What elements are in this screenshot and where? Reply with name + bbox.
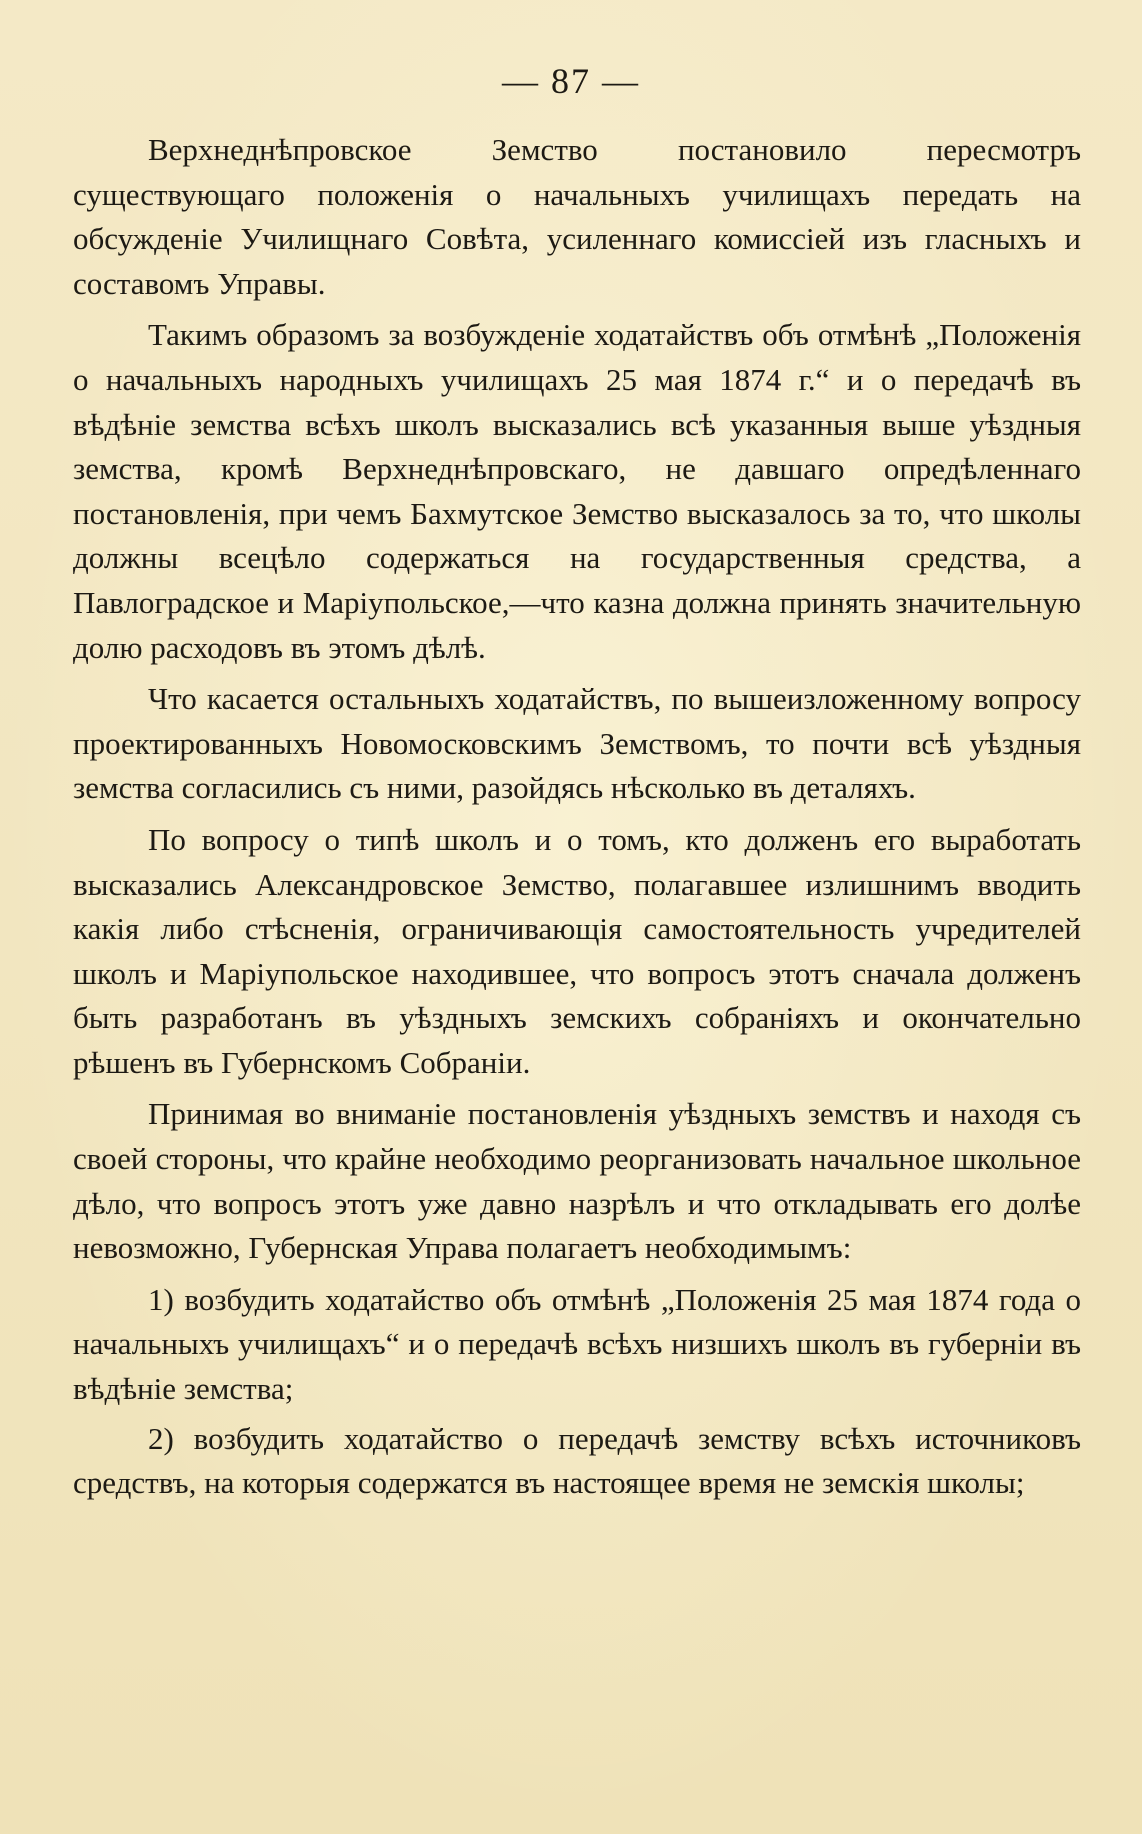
list-item-2: 2) возбудить ходатайство о передачѣ земству всѣхъ источниковъ средствъ, на которыя содержатся въ настоящее время не земскія школы; [73,1420,1081,1501]
paragraph-5: Принимая во вниманіе постановленія уѣздныхъ земствъ и находя съ своей стороны, что крайне необходимо реорганизовать начальное школьное дѣло, что вопросъ этотъ уже давно назрѣлъ и что откладывать его долѣе невозможно, Губернская Управа полагаетъ необходимымъ: [73,1096,1081,1266]
paragraph-2: Такимъ образомъ за возбужденіе ходатайствъ объ отмѣнѣ „Положенія о начальныхъ народныхъ училищахъ 25 мая 1874 г.“ и о передачѣ въ вѣдѣніе земства всѣхъ школъ высказались всѣ указанныя выше уѣздныя земства, кромѣ Верхнеднѣпровскаго, не давшаго опредѣленнаго постановленія, при чемъ Бахмутское Земство высказалось за то, что школы должны всецѣло содержаться на государственныя средства, а Павлоградское и Маріупольское,—что казна должна принять значительную долю расходовъ въ этомъ дѣлѣ. [73,317,1081,665]
page-number: — 87 — [502,61,640,101]
body-text [73,128,1081,1511]
list-item-1: 1) возбудить ходатайство объ отмѣнѣ „Положенія 25 мая 1874 года о начальныхъ училищахъ“ и о передачѣ всѣхъ низшихъ школъ въ губерніи въ вѣдѣніе земства; [73,1281,1081,1407]
paragraph-4: По вопросу о типѣ школъ и о томъ, кто долженъ его выработать высказались Александровское Земство, полагавшее излишнимъ вводить какія либо стѣсненія, ограничивающія самостоятельность учредителей школъ и Маріупольское находившее, что вопросъ этотъ сначала долженъ быть разработанъ въ уѣздныхъ земскихъ собраніяхъ и окончательно рѣшенъ въ Губернскомъ Собраніи. [73,821,1081,1080]
paragraph-1: Верхнеднѣпровское Земство постановило пересмотръ существующаго положенія о начальныхъ училищахъ передать на обсужденіе Училищнаго Совѣта, усиленнаго комиссіей изъ гласныхъ и составомъ Управы. [73,132,1081,301]
paragraph-3: Что касается остальныхъ ходатайствъ, по вышеизложенному вопросу проектированныхъ Новомосковскимъ Земствомъ, то почти всѣ уѣздныя земства согласились съ ними, разойдясь нѣсколько въ деталяхъ. [73,681,1081,806]
